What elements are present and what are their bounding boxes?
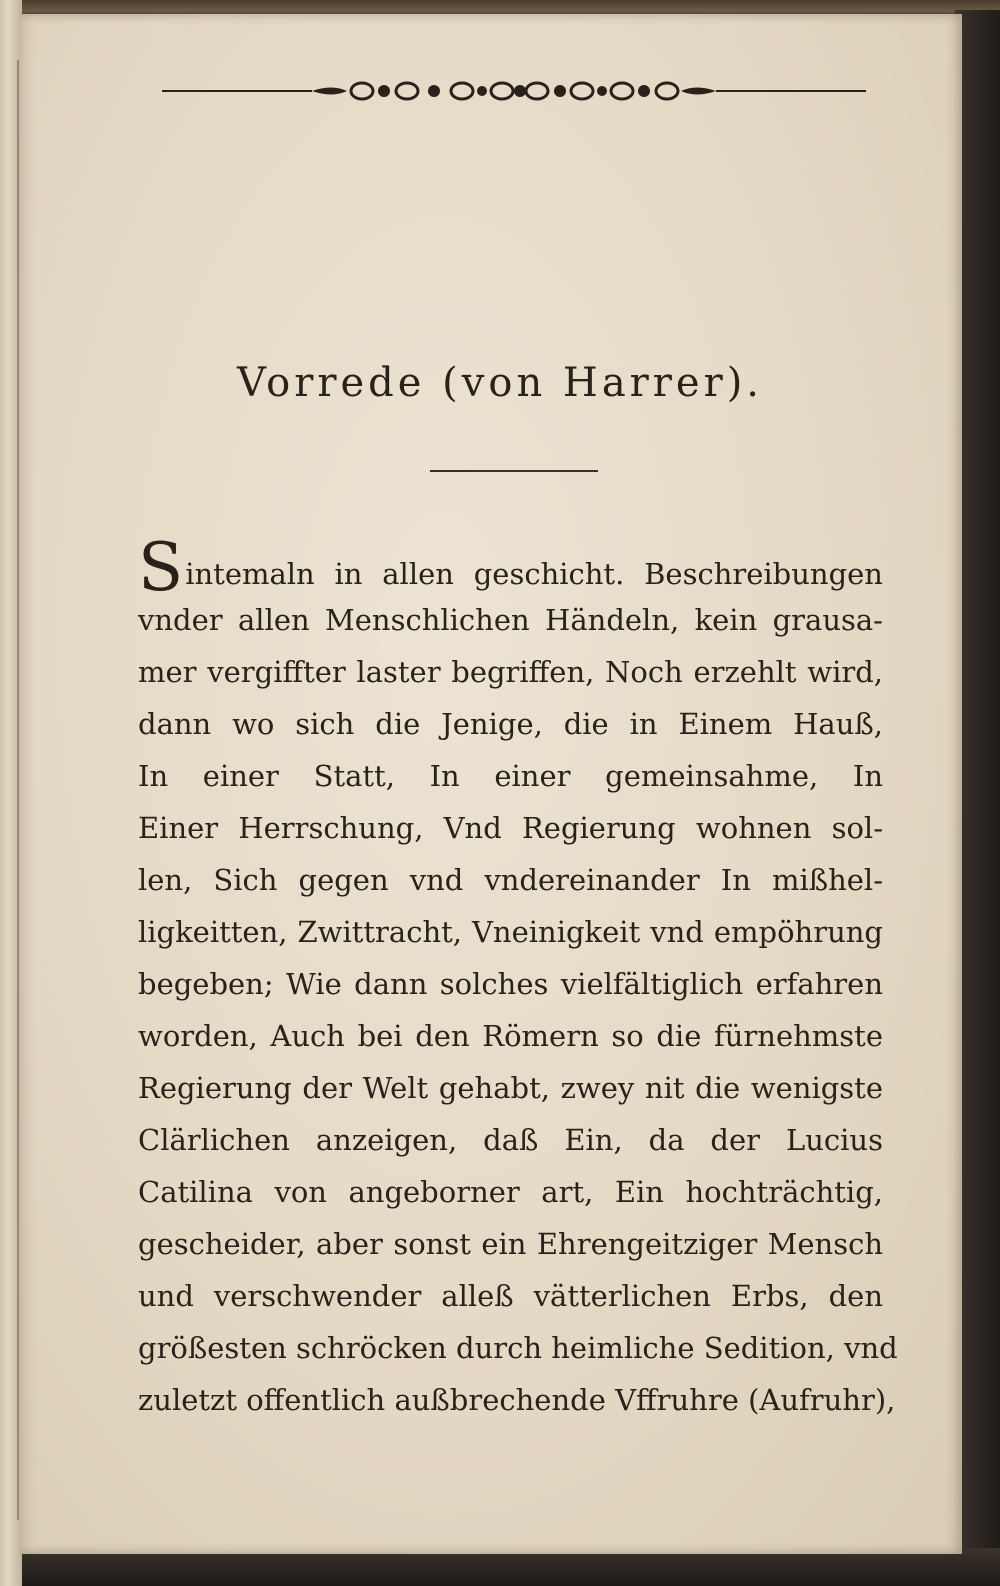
text-line: Regierung der Welt gehabt, zwey nit die wenigste xyxy=(138,1071,883,1105)
text-line: Clärlichen anzeigen, daß Ein, da der Lucius xyxy=(138,1123,883,1157)
text-line: In einer Statt, In einer gemeinsahme, In xyxy=(138,759,883,793)
text-line: worden, Auch bei den Römern so die fürnehmste xyxy=(138,1019,883,1053)
text-line: vnder allen Menschlichen Händeln, kein grausa- xyxy=(138,603,883,637)
page-title: Vorrede (von Harrer). xyxy=(236,360,764,406)
text-line: Sintemaln in allen geschicht. Beschreibungen xyxy=(138,529,883,606)
ornament-divider xyxy=(162,76,866,106)
title-rule xyxy=(430,470,598,472)
text-line: Catilina von angeborner art, Ein hochträchtig, xyxy=(138,1175,883,1209)
text-line: len, Sich gegen vnd vndereinander In mißhel- xyxy=(138,863,883,897)
drop-cap: S xyxy=(138,529,184,606)
text-line: Einer Herrschung, Vnd Regierung wohnen sol- xyxy=(138,811,883,845)
text-line: gescheider, aber sonst ein Ehrengeitziger Mensch xyxy=(138,1227,883,1261)
text-line: zuletzt offentlich außbrechende Vffruhre (Aufruhr), xyxy=(138,1383,896,1417)
text-line: ligkeitten, Zwittracht, Vneinigkeit vnd empöhrung xyxy=(138,915,883,949)
text-line: und verschwender alleß vätterlichen Erbs, den xyxy=(138,1279,883,1313)
text-line: mer vergiffter laster begriffen, Noch erzehlt wird, xyxy=(138,655,883,689)
body-text xyxy=(138,529,898,1426)
spine-fold-line xyxy=(17,60,19,1520)
text-line: größesten schröcken durch heimliche Sedition, vnd xyxy=(138,1331,898,1365)
text-line: begeben; Wie dann solches vielfältiglich erfahren xyxy=(138,967,883,1001)
text-line: dann wo sich die Jenige, die in Einem Hauß, xyxy=(138,707,883,741)
